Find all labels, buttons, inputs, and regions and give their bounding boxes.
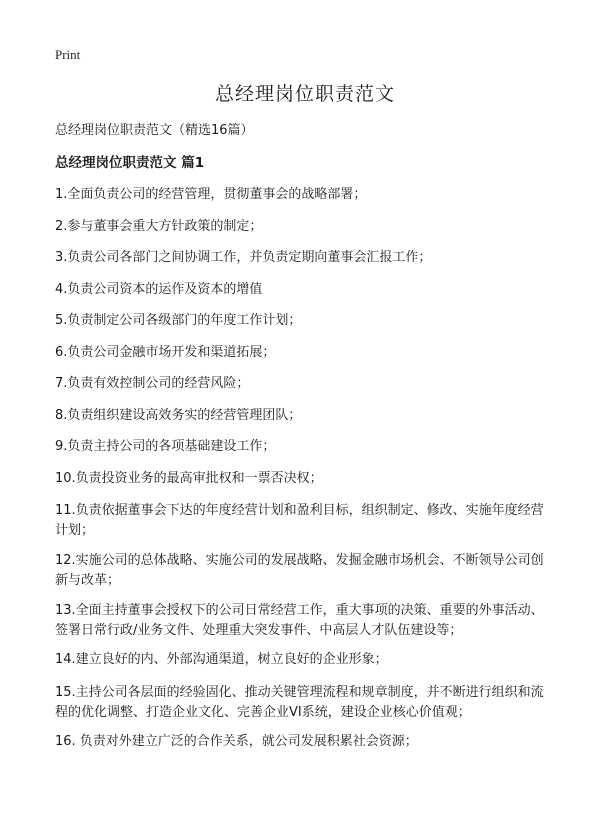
list-item: 7.负责有效控制公司的经营风险； xyxy=(55,376,250,391)
list-item: 8.负责组织建设高效务实的经营管理团队； xyxy=(55,407,302,423)
section-heading: 总经理岗位职责范文 篇1 xyxy=(55,155,205,171)
list-item: 12.实施公司的总体战略、实施公司的发展战略、发掘金融市场机会、不断领导公司创新与改革； xyxy=(55,553,544,588)
list-item: 6.负责公司金融市场开发和渠道拓展； xyxy=(55,344,276,360)
list-item: 10.负责投资业务的最高审批权和一票否决权； xyxy=(55,470,323,486)
list-item: 4.负责公司资本的运作及资本的增值 xyxy=(55,281,263,297)
document-body xyxy=(55,80,555,764)
list-item: 9.负责主持公司的各项基础建设工作； xyxy=(55,439,276,454)
responsibility-list xyxy=(55,186,555,751)
page-title: 总经理岗位职责范文 xyxy=(214,83,395,105)
list-item: 13.全面主持董事会授权下的公司日常经营工作，重大事项的决策、重要的外事活动、签署日常行政/业务文件、处理重大突发事件、中高层人才队伍建设等； xyxy=(55,603,544,638)
list-item: 15.主持公司各层面的经验固化、推动关键管理流程和规章制度，并不断进行组织和流程的优化调整、打造企业文化、完善企业VI系统，建设企业核心价值观； xyxy=(55,684,544,720)
list-item: 16. 负责对外建立广泛的合作关系，就公司发展积累社会资源； xyxy=(55,733,418,749)
list-item: 2.参与董事会重大方针政策的制定； xyxy=(55,218,263,234)
list-item: 11.负责依据董事会下达的年度经营计划和盈利目标，组织制定、修改、实施年度经营计划； xyxy=(55,503,544,538)
document-subtitle: 总经理岗位职责范文（精选16篇） xyxy=(55,123,254,138)
list-item: 14.建立良好的内、外部沟通渠道，树立良好的企业形象； xyxy=(55,652,388,667)
list-item: 1.全面负责公司的经营管理，贯彻董事会的战略部署； xyxy=(55,187,367,202)
list-item: 3.负责公司各部门之间协调工作，并负责定期向董事会汇报工作； xyxy=(55,250,432,265)
print-link[interactable]: Print xyxy=(55,47,81,62)
list-item: 5.负责制定公司各级部门的年度工作计划； xyxy=(55,313,302,328)
